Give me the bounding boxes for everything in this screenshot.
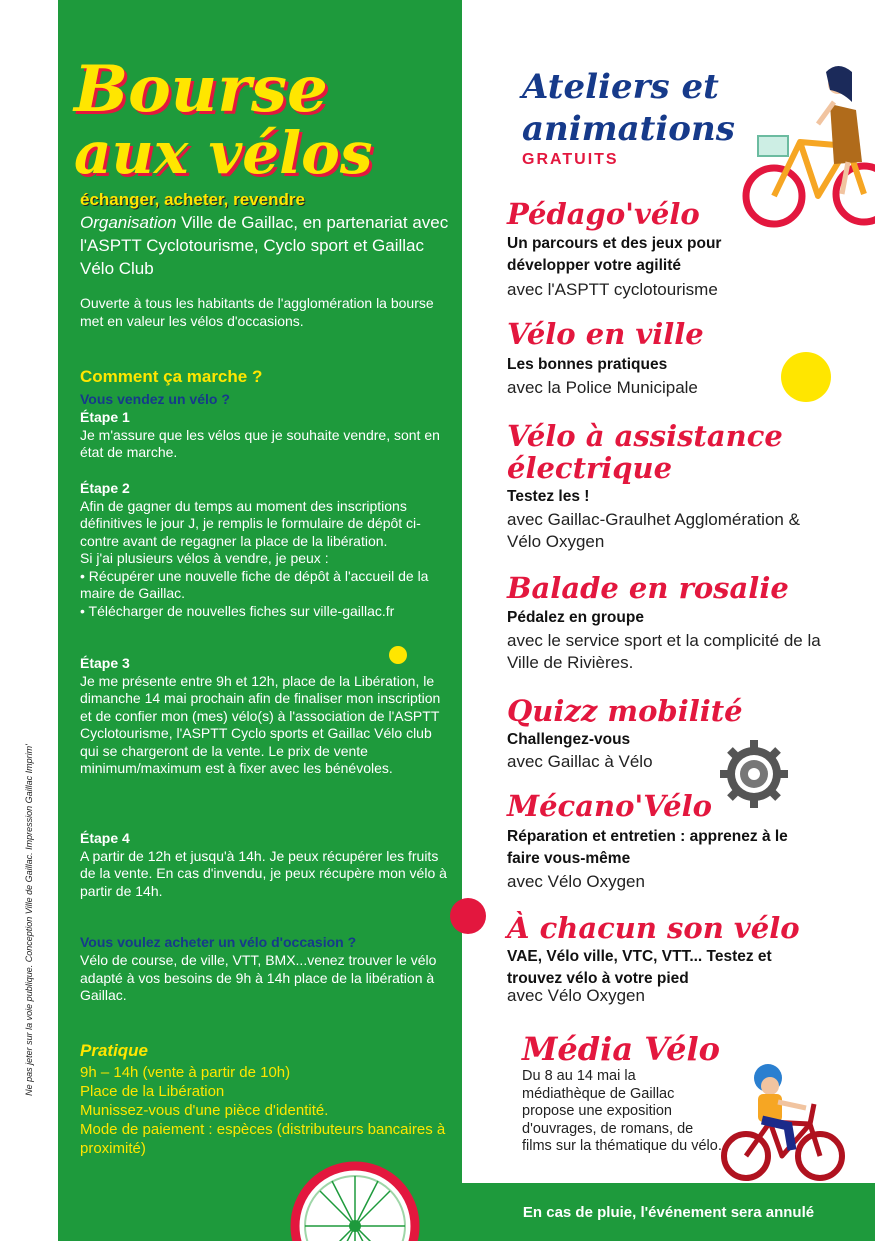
activity-partner: avec Gaillac à Vélo [507, 752, 653, 771]
how-heading: Comment ça marche ? [80, 367, 263, 386]
cyclist-woman-illustration [738, 62, 875, 230]
activity-partner: avec le service sport et la complicité de la Ville de Rivières. [507, 631, 821, 672]
media-text: Du 8 au 14 mai la médiathèque de Gaillac propose une exposition d'ouvrages, de romans, de films sur la thématique du vélo. [522, 1068, 722, 1154]
right-title-sub: GRATUITS [522, 151, 619, 168]
wheel-illustration [290, 1158, 420, 1241]
main-title-line1: Bourse [74, 52, 328, 127]
activity-title: Pédago'vélo [507, 197, 700, 231]
activity-desc: Challengez-vous [507, 731, 631, 748]
organisation-text [80, 211, 455, 280]
step-4 [80, 830, 452, 900]
main-title-line2: aux vélos [74, 119, 373, 187]
activity-partner: avec Gaillac-Graulhet Agglomération & Vélo Oxygen [507, 510, 800, 551]
activity-title: Quizz mobilité [507, 694, 743, 728]
activity-desc: Pédalez en groupe [507, 609, 644, 626]
activity-title: Balade en rosalie [507, 571, 789, 605]
step-bullet-2: • Télécharger de nouvelles fiches sur ville-gaillac.fr [80, 602, 395, 619]
step-bullet-1: • Récupérer une nouvelle fiche de dépôt à l'accueil de la maire de Gaillac. [80, 567, 429, 601]
child-cyclist-illustration [718, 1060, 848, 1182]
right-title-line1: Ateliers et [522, 67, 719, 107]
organisation-label: Organisation [80, 213, 177, 232]
gear-icon [720, 740, 788, 808]
right-title-line2: animations [522, 109, 735, 149]
step-title: Étape 1 [80, 409, 130, 425]
step-title: Étape 4 [80, 830, 130, 846]
step-1 [80, 409, 452, 462]
activity-title: Vélo en ville [507, 317, 704, 351]
step-title: Étape 2 [80, 480, 130, 496]
practical-info [80, 1063, 452, 1158]
buy-text: Vélo de course, de ville, VTT, BMX...venez trouver le vélo adapté à vos besoins de 9h à 14h place de la libération à Gaillac. [80, 952, 437, 1003]
buy-heading: Vous voulez acheter un vélo d'occasion ? [80, 934, 357, 950]
activity-partner: avec Vélo Oxygen [507, 872, 645, 891]
activity-desc: VAE, Vélo ville, VTC, VTT... Testez et trouvez vélo à votre pied [507, 948, 772, 987]
activity-title: Vélo à assistance électrique [507, 419, 783, 485]
step-text: Je m'assure que les vélos que je souhaite vendre, sont en état de marche. [80, 426, 440, 460]
step-text: A partir de 12h et jusqu'à 14h. Je peux récupérer les fruits de la vente. En cas d'invendu, je peux récupère mon vélo à partir de 14h. [80, 847, 447, 899]
activity-desc: Un parcours et des jeux pour développer votre agilité [507, 235, 722, 274]
rain-banner: En cas de pluie, l'événement sera annulé [462, 1183, 875, 1241]
practical-line: Place de la Libération [80, 1083, 225, 1100]
intro-text: Ouverte à tous les habitants de l'agglomération la bourse met en valeur les vélos d'occasions. [80, 295, 434, 329]
step-text: Afin de gagner du temps au moment des inscriptions définitives le jour J, je remplis le formulaire de dépôt ci-contre avant de regagner la place de la libération. [80, 497, 421, 549]
practical-line: Mode de paiement : espèces (distributeurs bancaires à proximité) [80, 1121, 446, 1157]
activity-partner: avec Vélo Oxygen [507, 986, 645, 1005]
step-2 [80, 480, 452, 620]
activity-desc: Testez les ! [507, 488, 590, 505]
step-title: Étape 3 [80, 655, 130, 671]
activity-desc: Réparation et entretien : apprenez à le faire vous-même [507, 828, 788, 867]
step-text-2: Si j'ai plusieurs vélos à vendre, je peux : [80, 550, 329, 566]
red-dot [448, 896, 488, 936]
activity-partner: avec la Police Municipale [507, 378, 698, 397]
main-subtitle: échanger, acheter, revendre [80, 190, 305, 209]
organisation-body: Ville de Gaillac, en partenariat avec l'ASPTT Cyclotourisme, Cyclo sport et Gaillac Vélo Club [80, 213, 449, 278]
practical-line: Munissez-vous d'une pièce d'identité. [80, 1102, 329, 1119]
activity-desc: Les bonnes pratiques [507, 356, 668, 373]
practical-line: 9h – 14h (vente à partir de 10h) [80, 1064, 291, 1081]
activity-partner: avec l'ASPTT cyclotourisme [507, 280, 718, 299]
step-text: Je me présente entre 9h et 12h, place de la Libération, le dimanche 14 mai prochain afin de finaliser mon inscription et de confier mon (mes) vélo(s) à l'association de l'ASPTT Cyclotourisme, l'ASPTT Cyclo sports et Gaillac Vélo club qui se chargeront de la vente. Le prix de vente minimum/maximum est à fixer avec les bénévoles. [80, 672, 441, 776]
activity-title: À chacun son vélo [507, 911, 800, 945]
activity-title: Mécano'Vélo [507, 789, 712, 823]
sell-heading: Vous vendez un vélo ? [80, 391, 230, 407]
side-note: Ne pas jeter sur la voie publique. Conception Ville de Gaillac. Impression Gaillac Imprim' [24, 744, 34, 1096]
side-note-strip [0, 0, 58, 1241]
practical-heading: Pratique [80, 1041, 149, 1060]
yellow-dot-small [388, 645, 408, 665]
media-title: Média Vélo [522, 1030, 720, 1068]
step-3 [80, 655, 452, 778]
